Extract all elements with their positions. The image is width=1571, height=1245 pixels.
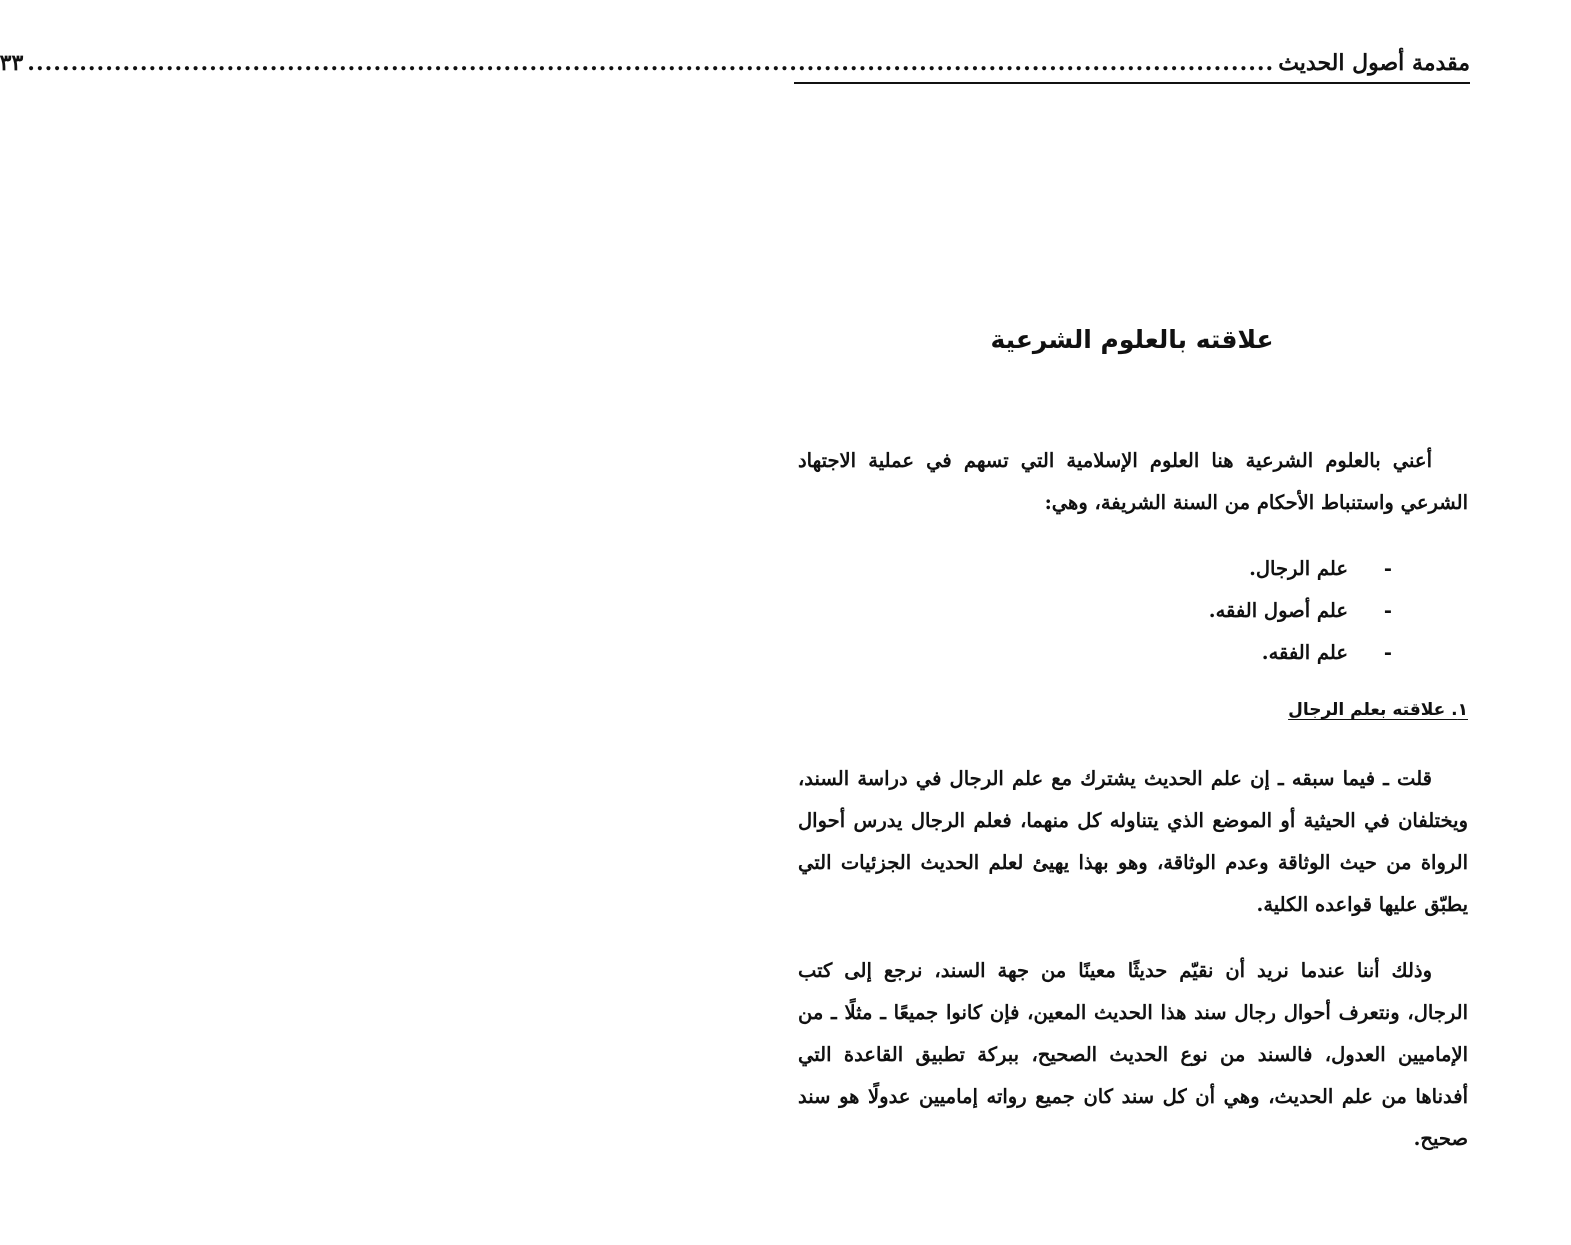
bullet-marker: - bbox=[1383, 599, 1392, 622]
intro-paragraph: أعني بالعلوم الشرعية هنا العلوم الإسلامية التي تسهم في عملية الاجتهاد الشرعي واستنباط الأحكام من السنة الشريفة، وهي: bbox=[798, 449, 1468, 514]
bullet-marker: - bbox=[1383, 641, 1392, 664]
page-number: ٣٣ bbox=[0, 50, 24, 76]
subheading bbox=[798, 700, 1468, 720]
body-paragraph: وذلك أننا عندما نريد أن نقيّم حديثًا معينًا من جهة السند، نرجع إلى كتب الرجال، ونتعرف أحوال رجال سند هذا الحديث المعين، فإن كانوا جميعًا ـ مثلًا ـ من الإماميين العدول، فالسند من نوع الحديث الصحيح، ببركة تطبيق القاعدة التي أفدناها من علم الحديث، وهي أن كل سند كان جميع رواته إماميين عدولًا هو سند صحيح. bbox=[798, 959, 1468, 1150]
list-item bbox=[798, 590, 1468, 632]
subheading-text: ١. علاقته بعلم الرجال bbox=[1288, 700, 1468, 720]
header-title: مقدمة أصول الحديث bbox=[1278, 50, 1470, 76]
list-item bbox=[798, 632, 1468, 674]
list-item bbox=[798, 548, 1468, 590]
list-item-text: علم الرجال. bbox=[1249, 557, 1348, 580]
bullet-marker: - bbox=[1383, 557, 1392, 580]
running-header bbox=[0, 38, 1470, 84]
list-item-text: علم أصول الفقه. bbox=[1208, 599, 1348, 622]
bullet-list bbox=[798, 548, 1468, 674]
header-leader-dots: ................................................................................................................................................ bbox=[27, 50, 1275, 76]
body-paragraph: قلت ـ فيما سبقه ـ إن علم الحديث يشترك مع علم الرجال في دراسة السند، ويختلفان في الحيثية أو الموضع الذي يتناوله كل منهما، فعلم الرجال يدرس أحوال الرواة من حيث الوثاقة وعدم الوثاقة، وهو بهذا يهيئ لعلم الحديث الجزئيات التي يطبّق عليها قواعده الكلية. bbox=[798, 767, 1468, 916]
list-item-text: علم الفقه. bbox=[1261, 641, 1348, 664]
section-title: علاقته بالعلوم الشرعية bbox=[990, 325, 1274, 354]
